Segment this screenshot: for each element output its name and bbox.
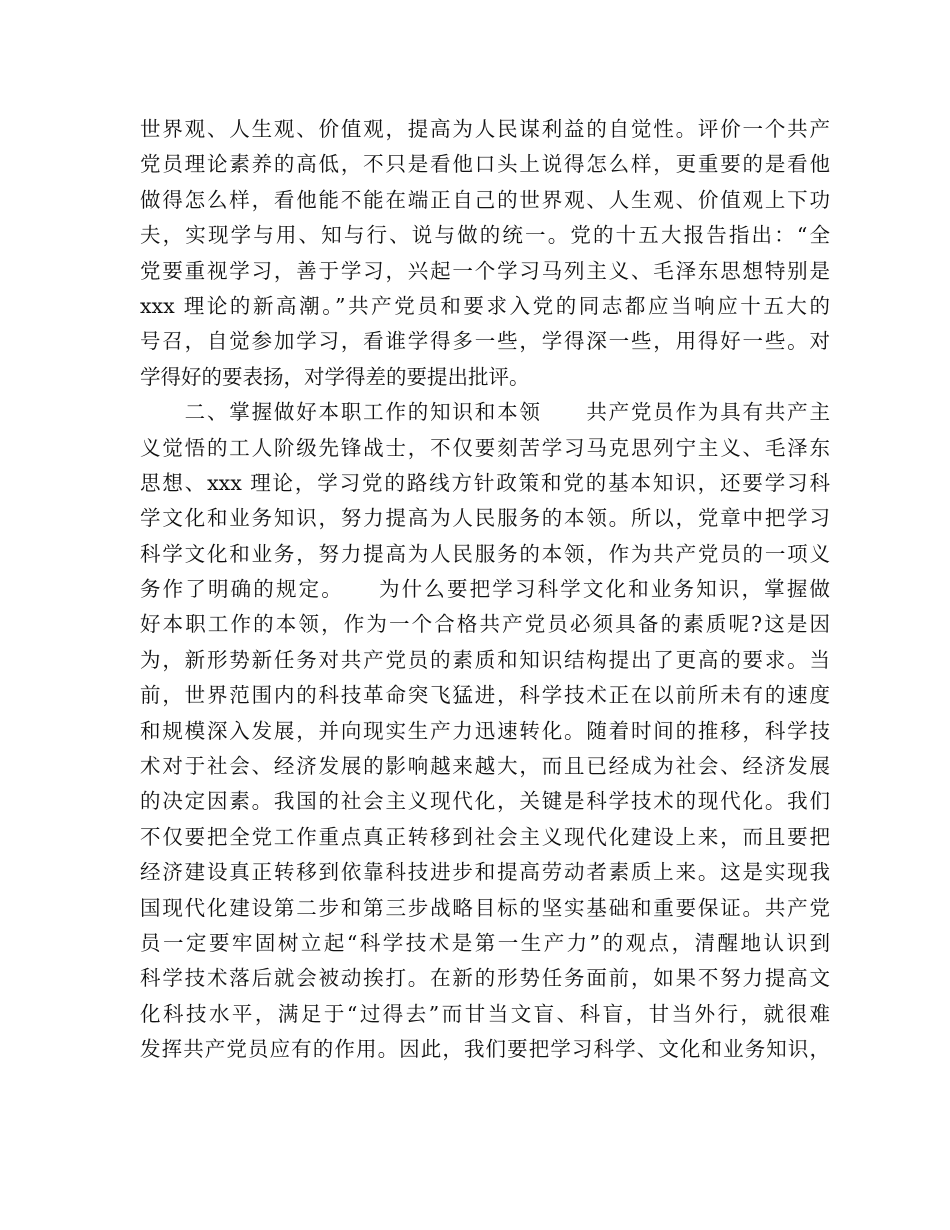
text-line: 学文化和业务知识，努力提高为人民服务的本领。所以，党章中把学习 [140, 506, 830, 531]
text-line: 义觉悟的工人阶级先锋战士，不仅要刻苦学习马克思列宁主义、毛泽东 [140, 435, 830, 460]
text-line: 号召，自觉参加学习，看谁学得多一些，学得深一些，用得好一些。对 [140, 329, 830, 354]
text-line: 化科技水平，满足于“过得去”而甘当文盲、科盲，甘当外行，就很难 [140, 1001, 830, 1026]
text-line: 夫，实现学与用、知与行、说与做的统一。党的十五大报告指出：“全 [140, 223, 830, 248]
text-line: 做得怎么样，看他能不能在端正自己的世界观、人生观、价值观上下功 [140, 187, 830, 212]
text-line: 学得好的要表扬，对学得差的要提出批评。 [140, 364, 530, 389]
body-text [140, 112, 830, 1068]
text-line: 二、掌握做好本职工作的知识和本领 共产党员作为具有共产主 [140, 400, 830, 425]
text-line: 不仅要把全党工作重点真正转移到社会主义现代化建设上来，而且要把 [140, 824, 830, 849]
text-line: 发挥共产党员应有的作用。因此，我们要把学习科学、文化和业务知识， [140, 1037, 830, 1062]
text-line: 务作了明确的规定。 为什么要把学习科学文化和业务知识，掌握做 [140, 577, 830, 602]
text-line: 前，世界范围内的科技革命突飞猛进，科学技术正在以前所未有的速度 [140, 683, 830, 708]
text-line: 国现代化建设第二步和第三步战略目标的坚实基础和重要保证。共产党 [140, 895, 830, 920]
text-line: xxx 理论的新高潮。”共产党员和要求入党的同志都应当响应十五大的 [140, 293, 830, 318]
text-line: 党员理论素养的高低，不只是看他口头上说得怎么样，更重要的是看他 [140, 152, 830, 177]
text-line: 党要重视学习，善于学习，兴起一个学习马列主义、毛泽东思想特别是 [140, 258, 830, 283]
text-line: 科学技术落后就会被动挨打。在新的形势任务面前，如果不努力提高文 [140, 966, 830, 991]
text-line: 科学文化和业务，努力提高为人民服务的本领，作为共产党员的一项义 [140, 541, 830, 566]
text-line: 术对于社会、经济发展的影响越来越大，而且已经成为社会、经济发展 [140, 754, 830, 779]
text-line: 世界观、人生观、价值观，提高为人民谋利益的自觉性。评价一个共产 [140, 117, 830, 141]
text-line: 的决定因素。我国的社会主义现代化，关键是科学技术的现代化。我们 [140, 789, 830, 814]
text-line: 为，新形势新任务对共产党员的素质和知识结构提出了更高的要求。当 [140, 647, 830, 672]
text-line: 和规模深入发展，并向现实生产力迅速转化。随着时间的推移，科学技 [140, 718, 830, 743]
text-line: 思想、xxx 理论，学习党的路线方针政策和党的基本知识，还要学习科 [140, 470, 830, 495]
text-line: 好本职工作的本领，作为一个合格共产党员必须具备的素质呢?这是因 [140, 612, 830, 637]
text-line: 员一定要牢固树立起“科学技术是第一生产力”的观点，清醒地认识到 [140, 930, 830, 955]
text-line: 经济建设真正转移到依靠科技进步和提高劳动者素质上来。这是实现我 [140, 860, 830, 885]
